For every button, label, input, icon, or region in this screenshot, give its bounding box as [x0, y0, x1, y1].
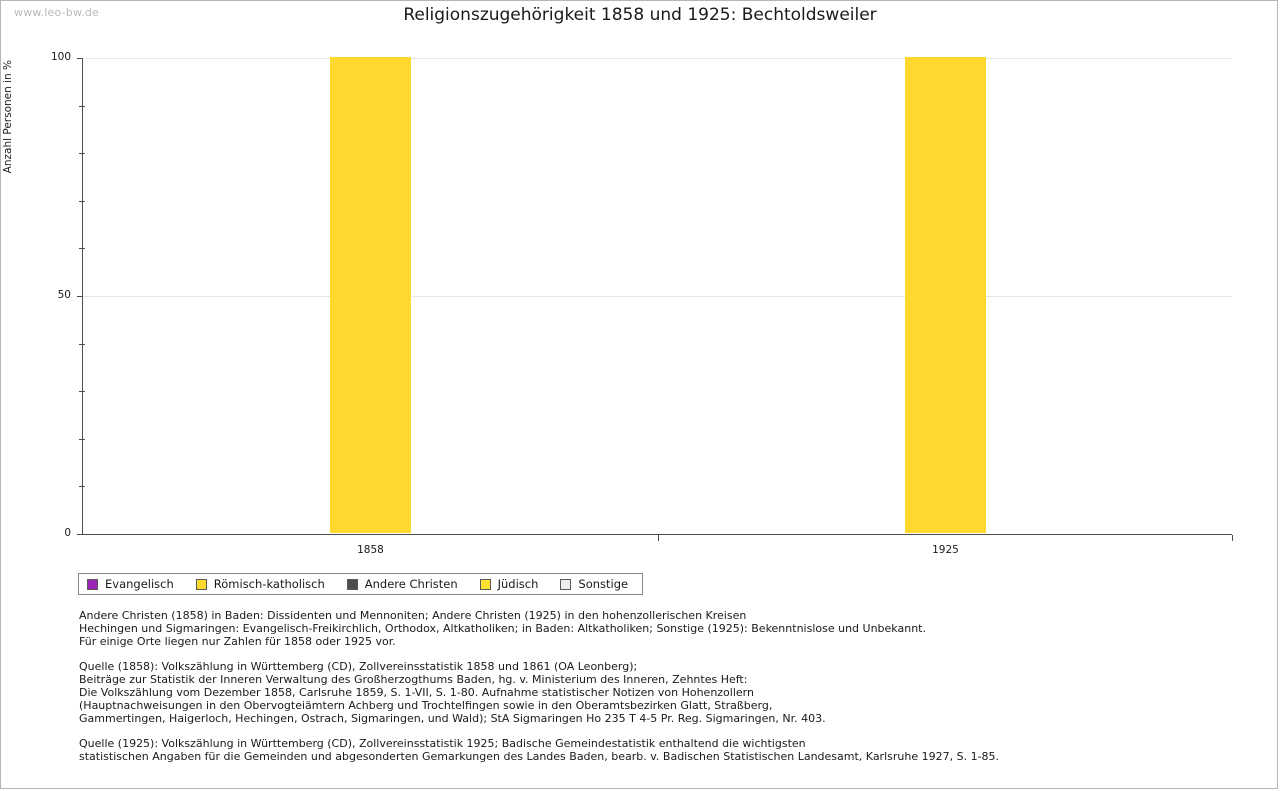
footnote-line: Hechingen und Sigmaringen: Evangelisch-Freikirchlich, Orthodox, Altkatholiken; in Baden: Altkatholiken; Sonstige (1925): Bekenntnislose und Unbekannt. [79, 622, 926, 636]
x-tick-label: 1925 [932, 544, 959, 556]
chart-legend [78, 573, 643, 595]
y-tick-mark [77, 296, 83, 297]
footnote-block [79, 660, 1229, 726]
y-tick-label: 0 [64, 527, 71, 539]
y-axis-label: Anzahl Personen in % [2, 60, 14, 174]
y-minor-tick [79, 486, 85, 487]
footnotes [79, 609, 1229, 763]
bar [905, 57, 986, 533]
legend-item[interactable] [87, 577, 174, 591]
footnote-line: (Hauptnachweisungen in den Obervogteiämtern Achberg und Trochtelfingen sowie in den Oberamtsbezirken Glatt, Straßberg, [79, 699, 773, 713]
x-tick-mark [1232, 535, 1233, 541]
legend-item[interactable] [560, 577, 628, 591]
footnote-line: Quelle (1858): Volkszählung in Württemberg (CD), Zollvereinsstatistik 1858 und 1861 (OA Leonberg); [79, 659, 638, 673]
footnote-line: Quelle (1925): Volkszählung in Württemberg (CD), Zollvereinsstatistik 1925; Badische Gemeindestatistik enthaltend die wichtigsten [79, 736, 806, 750]
gridline [83, 58, 1232, 59]
y-minor-tick [79, 248, 85, 249]
legend-label: Sonstige [578, 577, 629, 591]
legend-label: Evangelisch [105, 577, 174, 591]
footnote-line: Gammertingen, Haigerloch, Hechingen, Ostrach, Sigmaringen, und Wald); StA Sigmaringen Ho 235 T 4-5 Pr. Reg. Sigmaringen, Nr. 403. [79, 712, 826, 726]
bar [330, 57, 411, 533]
legend-label: Andere Christen [364, 577, 458, 591]
y-tick-mark [77, 534, 83, 535]
x-tick-label: 1858 [357, 544, 384, 556]
y-minor-tick [79, 201, 85, 202]
y-minor-tick [79, 344, 85, 345]
y-minor-tick [79, 439, 85, 440]
footnote-line: statistischen Angaben für die Gemeinden und abgesonderten Gemarkungen des Landes Baden, bearb. v. Badischen Statistischen Landesamt, Karlsruhe 1927, S. 1-85. [79, 749, 1000, 763]
legend-item[interactable] [196, 577, 325, 591]
y-tick-label: 100 [50, 51, 71, 63]
y-minor-tick [79, 106, 85, 107]
legend-item[interactable] [347, 577, 458, 591]
gridline [83, 296, 1232, 297]
legend-swatch-icon [87, 579, 98, 590]
footnote-line: Beiträge zur Statistik der Inneren Verwaltung des Großherzogthums Baden, hg. v. Ministerium des Inneren, Zehntes Heft: [79, 672, 748, 686]
legend-swatch-icon [560, 579, 571, 590]
site-watermark: www.leo-bw.de [14, 6, 100, 19]
y-tick-label: 50 [57, 289, 71, 301]
y-minor-tick [79, 391, 85, 392]
footnote-block [79, 609, 1229, 649]
legend-label: Jüdisch [497, 577, 539, 591]
legend-swatch-icon [196, 579, 207, 590]
legend-swatch-icon [347, 579, 358, 590]
footnote-block [79, 737, 1229, 763]
footnote-line: Andere Christen (1858) in Baden: Dissidenten und Mennoniten; Andere Christen (1925) in den hohenzollerischen Kreisen [79, 609, 747, 622]
footnote-line: Die Volkszählung vom Dezember 1858, Carlsruhe 1859, S. 1-VII, S. 1-80. Aufnahme statistischer Notizen von Hohenzollern [79, 686, 754, 700]
legend-label: Römisch-katholisch [213, 577, 325, 591]
legend-swatch-icon [480, 579, 491, 590]
plot-area [50, 51, 1232, 556]
x-tick-mark [658, 535, 659, 541]
chart-title: Religionszugehörigkeit 1858 und 1925: Bechtoldsweiler [403, 5, 877, 25]
footnote-line: Für einige Orte liegen nur Zahlen für 1858 oder 1925 vor. [79, 635, 396, 649]
legend-item[interactable] [480, 577, 539, 591]
y-minor-tick [79, 153, 85, 154]
y-tick-mark [77, 58, 83, 59]
